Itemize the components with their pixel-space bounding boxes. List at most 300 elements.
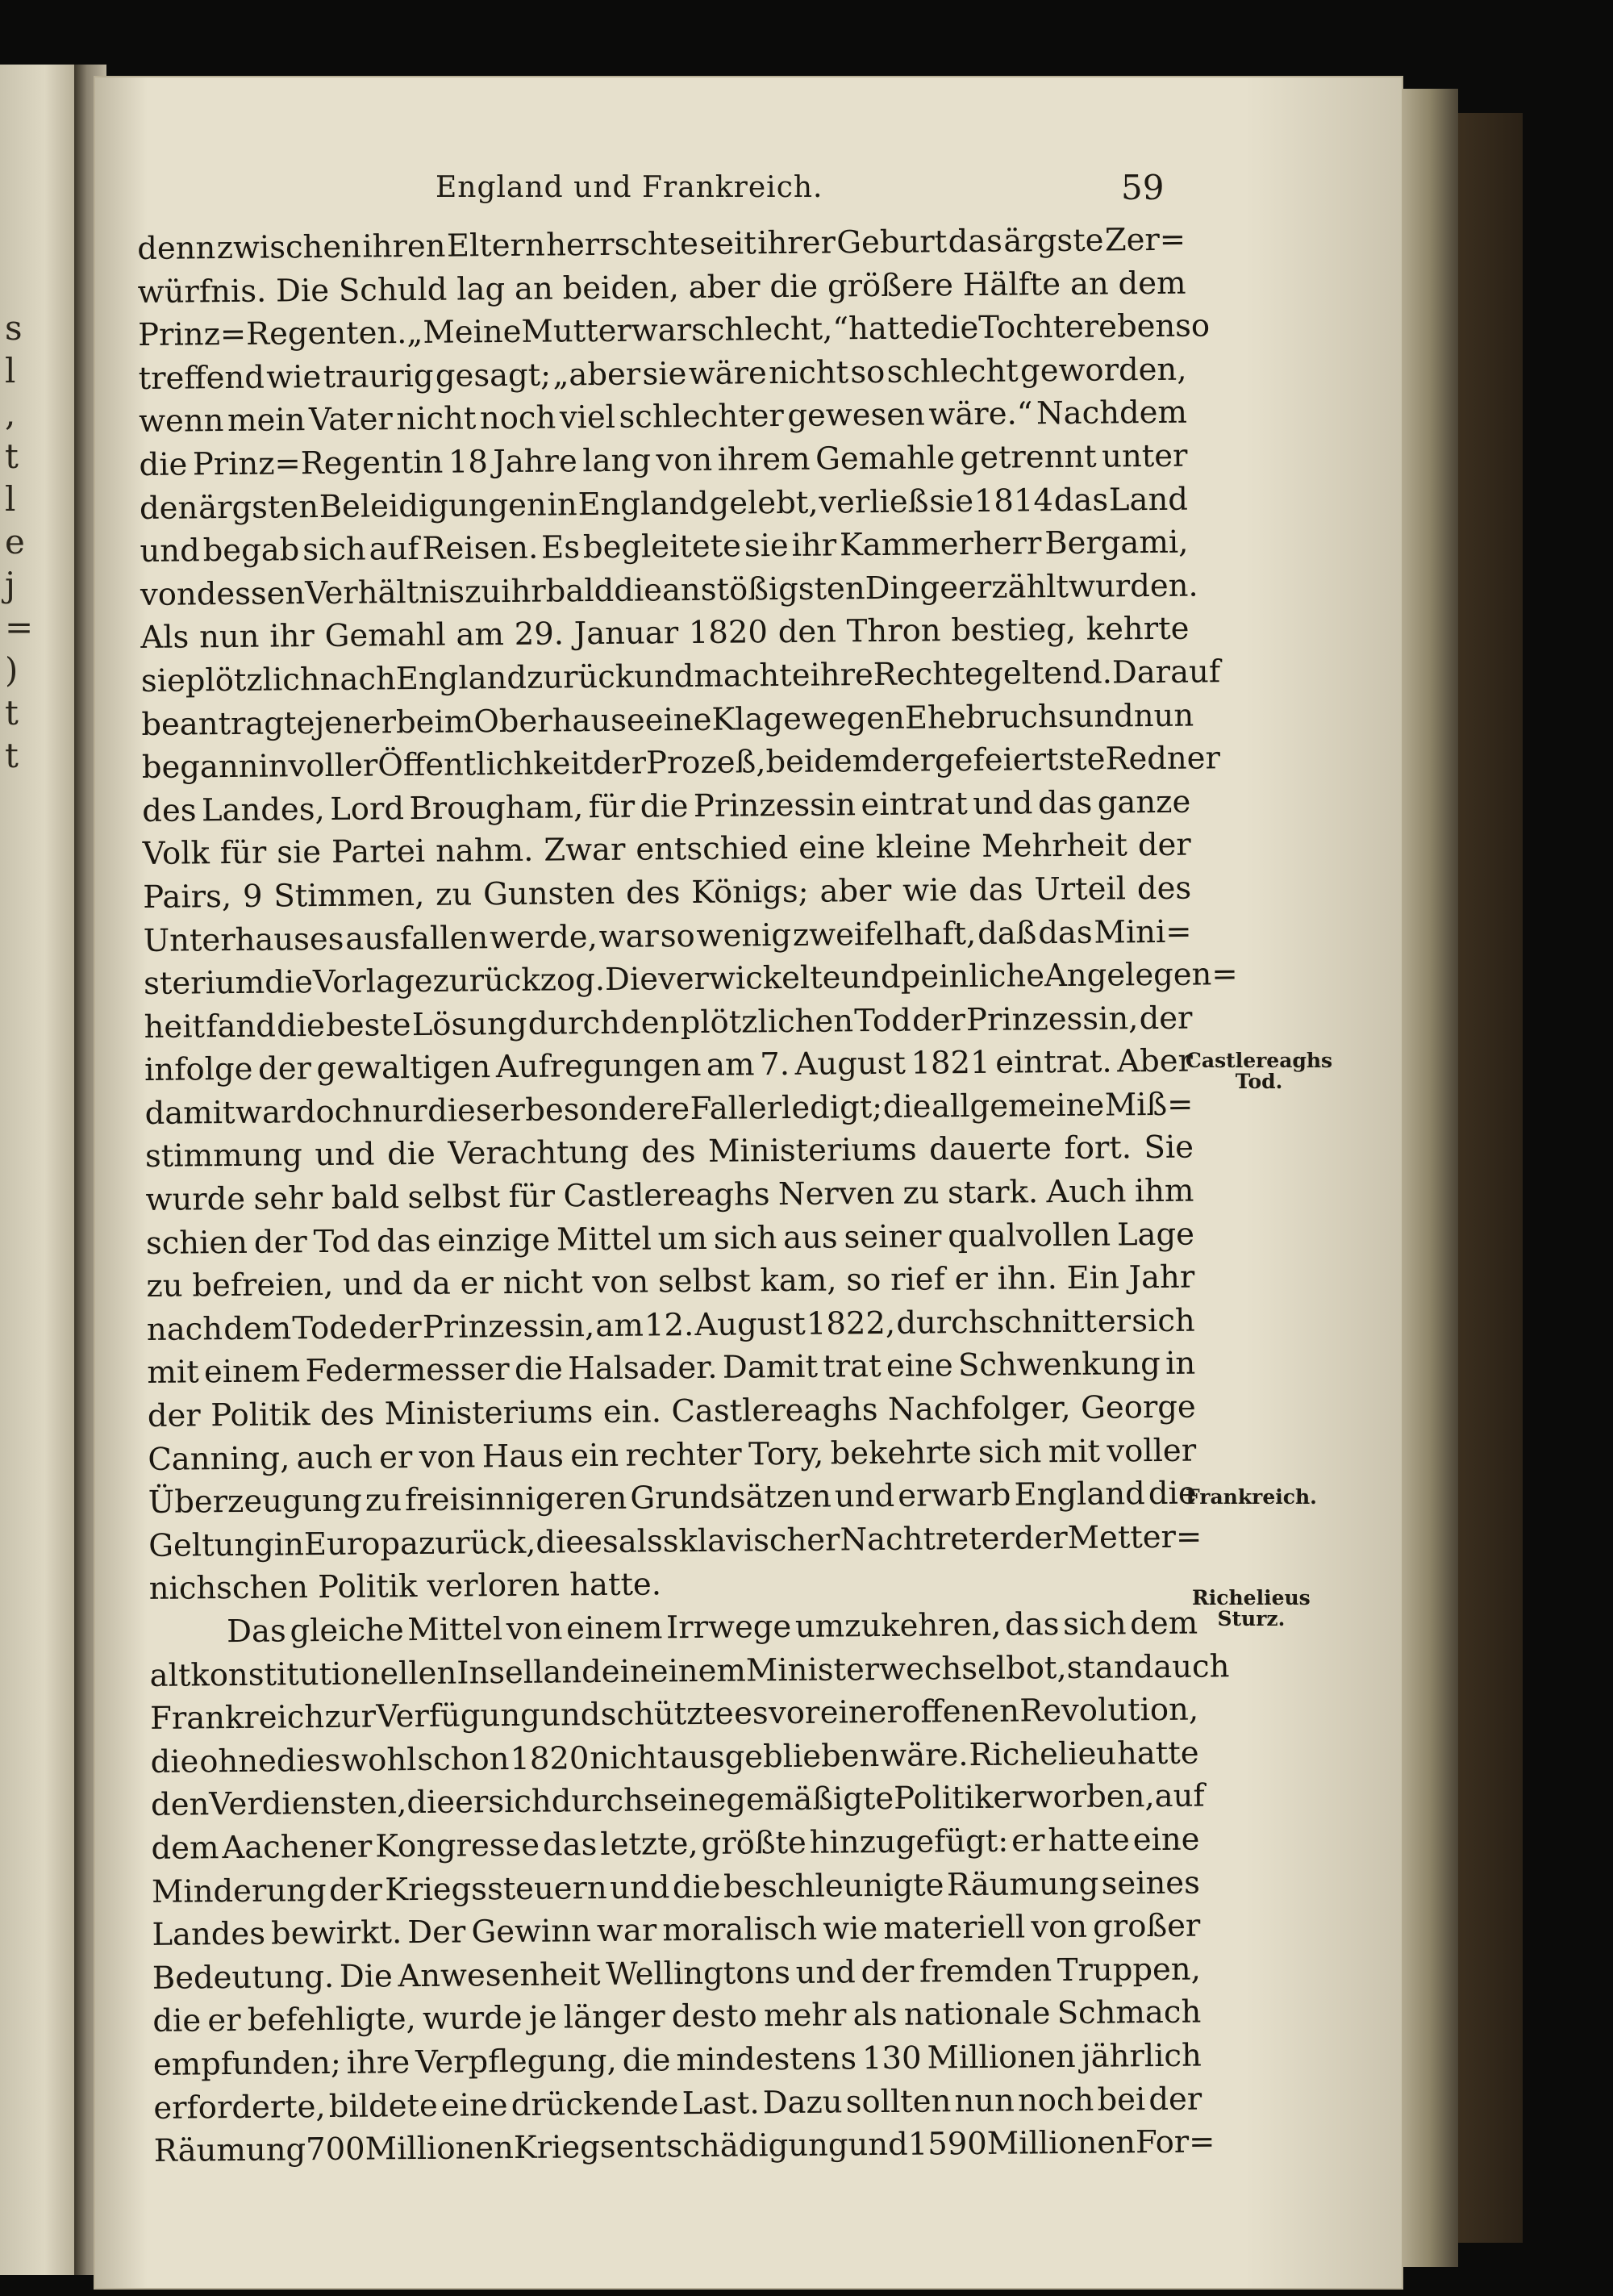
word: er [207,2002,241,2039]
word: beschleunigte [723,1866,944,1906]
word: empfunden; [152,2044,342,2083]
word: die [769,268,819,305]
word: um [657,1220,708,1258]
word: Verhältnis [305,574,465,612]
word: das [376,1222,431,1260]
word: würfnis. [137,273,267,311]
word: zurück [526,658,635,696]
word: des [142,792,197,829]
word: sich [488,1783,552,1821]
word: verwickelte [657,959,841,998]
word: Urteil [1034,870,1127,908]
word: Miß= [1104,1086,1194,1124]
word: Minderung [151,1872,327,1910]
word: befreien, [192,1267,334,1305]
word: die [139,446,188,483]
word: Nerven [777,1175,895,1213]
word: zweifelhaft, [792,915,977,954]
word: so [846,1262,882,1299]
word: die [152,2002,202,2040]
word: von [419,1438,476,1476]
word: aus [782,1219,838,1256]
word: den [620,1004,680,1042]
word: ausgeblieben [669,1737,880,1776]
word: Redner [1105,740,1221,778]
word: schien [145,1224,248,1262]
word: zu [365,1482,402,1519]
word: der [592,745,647,783]
word: kehrte [1086,610,1190,649]
word: ärgste [1003,222,1104,260]
word: beantragte [141,704,315,743]
word: ihr [500,573,546,610]
word: altkonstitutionellen [149,1655,457,1694]
word: wäre. [880,1736,969,1774]
word: 29. [514,616,565,653]
word: größte [701,1824,806,1862]
word: denn [137,230,216,267]
word: nach [146,1310,223,1348]
word: Verachtung [448,1134,630,1173]
word: Castlereaghs [563,1176,770,1215]
word: eine [644,701,712,739]
word: beste [325,1006,411,1044]
word: einem [565,1609,663,1647]
word: ärgsten [198,488,319,526]
word: damit [144,1094,235,1132]
word: jährlich [1081,2037,1202,2075]
word: fand [206,1008,277,1045]
word: Irrwege [665,1608,792,1647]
edge-char: j [5,565,16,604]
word: zu [436,876,473,913]
word: von [506,1610,563,1648]
edge-char: l [5,351,16,390]
word: sich [713,1219,777,1257]
word: hatte [848,310,931,348]
word: gleiche [290,1612,404,1650]
word: Angelegen= [1044,956,1238,995]
word: dauerte [928,1130,1052,1168]
word: von [592,1263,649,1301]
word: er [378,1438,413,1476]
word: des [625,875,681,912]
edge-char: t [5,736,19,775]
word: rechter [625,1436,742,1474]
word: Zer= [1104,221,1186,259]
word: daß [977,914,1037,952]
word: schlecht [886,353,1019,390]
word: mindestens [676,2040,857,2079]
word: durch [527,1004,621,1042]
word: und [315,1136,375,1174]
word: ihrer [756,224,836,262]
word: Beleidigungen [319,486,547,525]
word: einem [649,1652,747,1690]
running-header: England und Frankreich. [436,171,823,204]
word: eine [798,829,866,867]
word: stimmung [144,1137,303,1175]
word: August [794,1046,907,1083]
word: Oberhause [473,702,645,740]
word: nicht [590,1739,670,1776]
word: fort. [1064,1129,1132,1167]
word: das [1053,482,1109,519]
word: schlecht,“ [690,311,849,349]
word: Dazu [762,2083,843,2121]
word: dem [1118,265,1186,302]
word: den [150,1786,210,1824]
word: zurückzog. [432,962,606,1000]
edge-char: t [5,693,19,733]
word: Klage [711,700,802,738]
word: die [672,1868,721,1906]
word: Prozeß, [645,744,766,782]
book-cover-edge [1458,113,1523,2243]
text-line: nichschen Politik verloren hatte. [148,1566,662,1608]
word: Revolution, [1019,1691,1199,1730]
word: 1820 [688,614,769,652]
word: der [882,742,936,780]
word: Insellande [456,1653,620,1692]
word: je [528,1999,557,2037]
edge-char: e [5,522,25,561]
word: peinliche [900,958,1045,996]
word: hatte [1048,1822,1131,1860]
word: seines [1101,1864,1201,1902]
word: kam, [760,1262,837,1300]
word: jener [315,703,397,741]
page-stack-edge [1402,89,1458,2267]
word: unter [1101,437,1188,475]
word: ihr [791,527,837,565]
word: schon [417,1740,510,1778]
word: durch [551,1782,644,1820]
word: sie [140,662,185,699]
word: bei [765,743,815,781]
word: ohnedies [199,1742,341,1780]
word: verließ [819,483,929,521]
edge-char: = [5,607,34,647]
word: desto [671,1998,757,2035]
word: vor [768,1694,820,1732]
word: Schmach [1057,1993,1202,2032]
word: er [954,1261,989,1298]
word: Millionen [927,2038,1076,2077]
word: wegen [801,699,906,737]
word: Rechte [873,655,984,693]
word: das [1037,784,1093,821]
word: Aufregungen [495,1047,702,1086]
word: voller [1107,1432,1197,1470]
word: umzukehren, [794,1606,1002,1645]
word: die [265,964,314,1001]
body-text [137,219,1238,2173]
word: gefeiertste [934,741,1106,779]
word: traurig [323,357,434,395]
word: schlechter [619,398,784,436]
word: trat [823,1348,882,1386]
word: dem [151,1830,219,1867]
word: Mittel [556,1221,652,1259]
word: mit [1048,1433,1101,1470]
word: durchschnitt [896,1303,1097,1342]
word: Metter= [1067,1518,1202,1556]
word: Stimmen, [273,876,425,915]
word: 1590 [907,2126,987,2163]
word: Kriegssteuern [385,1869,607,1908]
word: Lord [330,790,405,828]
word: der [253,1223,307,1261]
word: für [588,788,636,825]
word: Fall [690,1090,748,1127]
word: Prinz=Regentin [192,444,444,483]
word: ein [570,1437,619,1474]
word: kleine [875,829,972,866]
word: bald [331,1179,400,1217]
word: der [147,1397,201,1434]
word: Brougham, [409,788,584,827]
word: 12. [644,1306,694,1344]
word: am [706,1046,755,1084]
word: ihm [1134,1172,1194,1210]
word: der [368,1309,422,1346]
word: England [577,485,709,523]
word: auf [1154,1777,1205,1815]
word: 700 [305,2131,365,2169]
word: Bedeutung. [152,1958,335,1997]
margin-note-richelieu [1192,1588,1311,1630]
word: Pairs, [143,878,232,916]
word: war [598,917,660,955]
word: Nachfolger, [887,1389,1071,1428]
word: 1821 [911,1045,990,1082]
word: das [948,223,1003,261]
word: nun [1133,697,1194,734]
text-line [148,1515,1202,1568]
word: nun [954,2082,1015,2119]
word: in [547,486,577,524]
left-page-edge-text [5,307,34,777]
word: Volk [142,835,210,873]
word: Geltung [148,1526,275,1564]
word: dem [814,743,882,780]
word: von [656,441,713,479]
word: schützte [600,1695,734,1734]
word: Haus [481,1438,565,1475]
word: die [640,787,689,825]
word: die [882,1088,932,1125]
word: auch [1153,1647,1230,1685]
word: allgemeine [931,1087,1105,1125]
word: Canning, [148,1440,290,1478]
word: mit [147,1354,199,1392]
word: Öffentlichkeit [377,745,594,784]
word: sollten [845,2082,952,2120]
word: gesagt; [435,357,552,394]
word: bildete [328,2087,438,2125]
word: wie [902,872,958,909]
word: und [609,1868,670,1906]
word: materiell [883,1909,1026,1947]
word: geworden, [1019,351,1187,390]
word: nahm. [435,833,534,870]
word: erwarb [898,1476,1011,1515]
word: großer [1092,1907,1201,1945]
word: infolge [144,1051,253,1089]
word: 1822, [806,1305,896,1342]
word: England [1014,1476,1145,1513]
word: Nachtreter [840,1520,1015,1559]
left-page-fragment [0,65,74,2275]
word: Truppen, [1057,1951,1202,1989]
word: beim [395,703,474,741]
word: wie [266,358,322,396]
word: der [1137,826,1191,864]
word: voller [288,747,378,785]
word: selbst [657,1263,751,1300]
margin-note-line: Tod. [1235,1070,1283,1093]
word: am [456,616,505,653]
word: lang [582,442,652,480]
word: viel [559,399,616,436]
word: bewirkt. [270,1914,402,1952]
word: die [150,1743,199,1780]
word: Ministeriums [384,1394,594,1433]
word: ihr [269,618,315,655]
word: plötzlich [185,661,320,699]
text-line [141,737,1221,790]
word: Januar [573,615,679,653]
word: die [536,1524,585,1561]
word: Grundsätzen [630,1478,832,1517]
word: freisinnigeren [404,1480,627,1519]
word: und [840,958,901,996]
word: entschied [636,830,789,868]
word: nicht [396,400,477,438]
word: offenen [902,1693,1020,1730]
word: Halsader. [567,1350,718,1388]
word: Reisen. [422,529,539,568]
word: Kongresse [375,1826,540,1865]
word: fremden [919,1952,1052,1990]
word: begann [141,748,259,787]
word: da [412,1265,452,1303]
word: sich [1062,1605,1127,1643]
word: den [139,489,198,527]
word: er [454,1784,489,1822]
word: Schuld [338,271,448,309]
word: zurück, [418,1524,536,1562]
text-line [153,2121,1215,2173]
word: Königs; [691,873,809,911]
word: dem [223,1310,292,1347]
word: Wellingtons [605,1954,791,1993]
margin-note-line: Frankreich. [1186,1485,1317,1509]
word: wurde [422,2000,523,2038]
word: getrennt [960,438,1097,477]
word: die [1148,1475,1197,1513]
word: Tochter [978,308,1099,347]
word: sich [1132,1302,1195,1340]
word: wurde [145,1180,246,1219]
word: Schwenkung [957,1346,1161,1384]
word: Verdiensten, [209,1785,407,1823]
word: ihre [810,656,874,694]
word: 18 [448,444,489,481]
word: Zwar [544,832,626,869]
word: sehr [253,1180,323,1217]
word: bestieg, [951,612,1077,649]
word: ein. [602,1393,662,1431]
word: er [1011,1822,1045,1860]
word: bekehrte [830,1434,972,1472]
word: er [460,1265,494,1302]
word: plötzlichen [680,1002,854,1041]
word: Gemahl [324,617,446,655]
word: der [1139,1000,1193,1037]
word: erworben, [993,1778,1155,1817]
word: er [1097,1303,1132,1340]
word: als [618,1523,663,1560]
word: doch [295,1093,373,1131]
word: Damit [722,1349,819,1387]
word: heit [144,1008,206,1046]
word: Politik [893,1780,994,1818]
word: sklavischer [662,1522,840,1560]
word: Mini= [1094,913,1192,951]
word: Darauf [1111,653,1221,691]
word: aber [819,872,892,910]
word: noch [479,399,556,437]
word: England [395,659,527,698]
word: ebenso [1098,307,1211,345]
word: Gemahle [815,440,956,478]
word: ihren [362,228,446,265]
word: Landes, [201,791,325,829]
word: August [694,1305,806,1343]
word: auch [296,1439,373,1476]
word: Gewinn [471,1913,592,1951]
word: Frankreich [149,1699,325,1738]
word: Prinzessin, [422,1307,595,1346]
word: „aber [552,356,641,394]
word: werde, [489,918,598,956]
word: selbst [407,1179,501,1217]
word: Ein [1066,1259,1120,1297]
word: Als [140,619,190,657]
word: qualvollen [948,1217,1111,1254]
word: Sie [1144,1129,1194,1167]
word: wäre.“ [928,395,1033,433]
page-number: 59 [1121,168,1165,207]
margin-note-frankreich [1186,1487,1317,1508]
word: noch [1017,2081,1094,2119]
word: Thron [846,612,941,650]
word: rief [890,1261,946,1299]
word: lag [456,270,506,308]
word: in [258,748,289,785]
word: sie [642,355,687,393]
word: und [973,785,1033,822]
word: war [596,1912,657,1950]
word: gemäßigte [726,1780,894,1819]
word: Räumung [153,2131,306,2170]
word: nun [198,619,260,656]
word: George [1080,1388,1196,1426]
word: in [1165,1346,1196,1383]
word: Vorlage [312,962,433,1001]
